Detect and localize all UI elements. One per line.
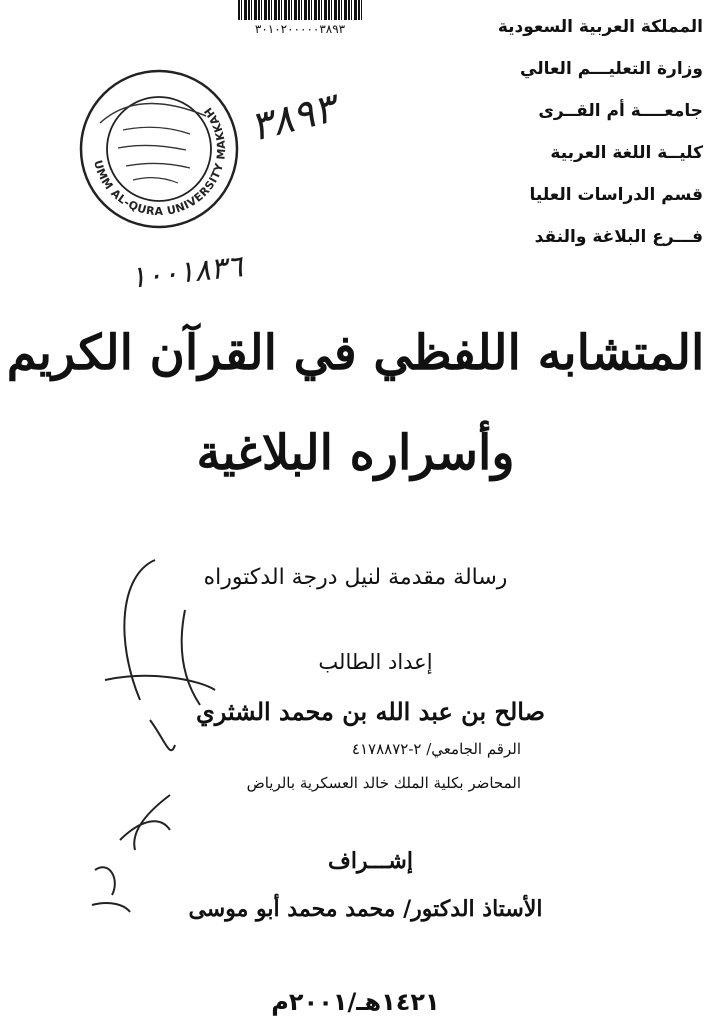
header-line-country: المملكة العربية السعودية — [497, 17, 703, 37]
student-role: المحاضر بكلية الملك خالد العسكرية بالرياض — [246, 774, 521, 792]
barcode-number: ٣٠١٠٢٠٠٠٠٠٣٨٩٣ — [254, 22, 346, 36]
student-id: الرقم الجامعي/ ٢-٤١٧٨٨٧٢ — [351, 740, 521, 758]
institution-header — [463, 6, 703, 258]
stamp-university-text: UMM AL-QURA UNIVERSITY MAKKAH — [91, 104, 229, 219]
university-stamp — [78, 68, 240, 230]
handwritten-catalog-number: ١٠٠١٨٣٦ — [128, 249, 245, 296]
header-line-branch: فـــرع البلاغة والنقد — [534, 227, 703, 247]
thesis-subtitle: رسالة مقدمة لنيل درجة الدكتوراه — [203, 565, 508, 590]
header-line-department: قسم الدراسات العليا — [529, 185, 703, 205]
thesis-title-line-2: وأسراره البلاغية — [196, 425, 515, 481]
handwritten-accession-number: ٣٨٩٣ — [245, 85, 341, 151]
header-line-ministry: وزارة التعليـــم العالي — [520, 59, 703, 79]
thesis-date: ١٤٢١هـ/٢٠٠١م — [271, 988, 440, 1016]
header-line-college: كليــة اللغة العربية — [550, 143, 703, 163]
supervision-label: إشـــراف — [328, 848, 413, 874]
header-line-university: جامعــــة أم القــرى — [538, 101, 703, 121]
barcode — [238, 0, 362, 20]
student-name: صالح بن عبد الله بن محمد الشثري — [196, 697, 545, 726]
supervisor-name: الأستاذ الدكتور/ محمد محمد أبو موسى — [188, 896, 543, 922]
thesis-title-line-1: المتشابه اللفظي في القرآن الكريم — [6, 325, 705, 381]
prepared-by-label: إعداد الطالب — [318, 650, 433, 674]
